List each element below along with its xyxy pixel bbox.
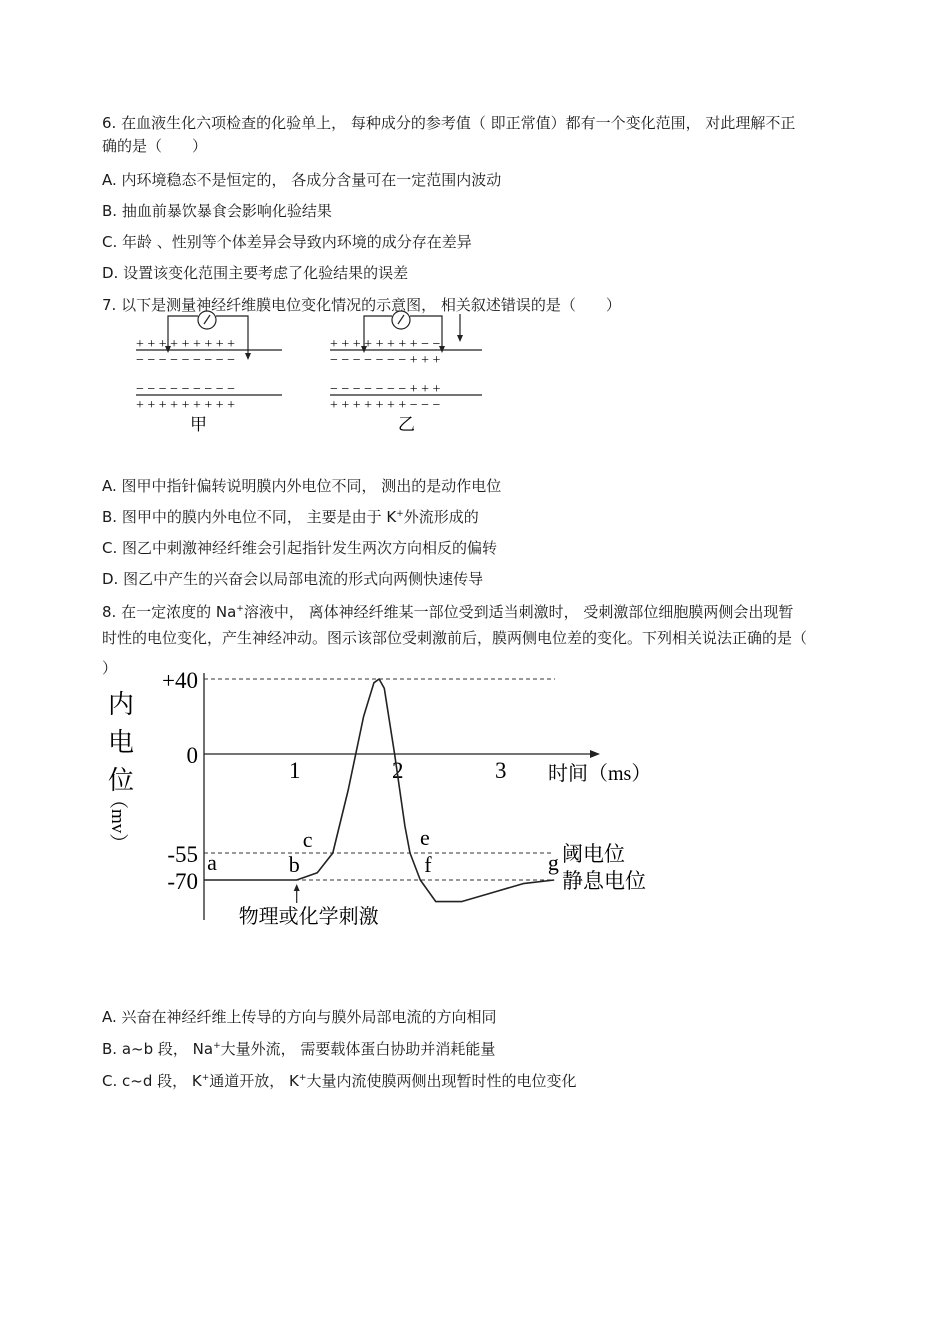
x-tick-label: 1 xyxy=(289,758,301,783)
figure-label-jia: 甲 xyxy=(190,415,207,434)
point-label: e xyxy=(420,825,430,850)
x-tick-label: 2 xyxy=(392,758,404,783)
figure-label-yi: 乙 xyxy=(398,415,415,434)
y-tick-label: -55 xyxy=(167,842,198,867)
y-tick-label: -70 xyxy=(167,869,198,894)
y-axis-label-char: 电 xyxy=(108,728,135,757)
q8-option-c: C. c~d 段， K+通道开放， K+大量内流使膜两侧出现暂时性的电位变化 xyxy=(102,1072,577,1090)
point-label: c xyxy=(302,827,313,852)
q6-option-a: A. 内环境稳态不是恒定的， 各成分含量可在一定范围内波动 xyxy=(102,171,502,189)
jia-bottom-outer: + + + + + + + + + xyxy=(136,398,236,413)
point-label: g xyxy=(547,850,559,875)
q7-option-a: A. 图甲中指针偏转说明膜内外电位不同， 测出的是动作电位 xyxy=(102,477,502,495)
q6-stem-line2: 确的是（ ） xyxy=(102,137,208,155)
yi-bottom-inner: − − − − − − − + + + xyxy=(330,382,441,397)
y-axis-label-char: 内 xyxy=(108,690,135,719)
x-tick-label: 3 xyxy=(495,758,507,783)
jia-bottom-inner: − − − − − − − − − xyxy=(136,382,236,397)
stimulus-arrowhead-icon xyxy=(294,884,300,891)
q6-option-b: B. 抽血前暴饮暴食会影响化验结果 xyxy=(102,202,332,220)
q8-option-a: A. 兴奋在神经纤维上传导的方向与膜外局部电流的方向相同 xyxy=(102,1008,497,1026)
stimulus-label: 物理或化学刺激 xyxy=(238,906,379,928)
reference-line-label: 静息电位 xyxy=(562,869,646,893)
y-axis-label-char: 位 xyxy=(108,766,135,795)
point-label: b xyxy=(288,852,300,877)
q7-option-d: D. 图乙中产生的兴奋会以局部电流的形式向两侧快速传导 xyxy=(102,570,484,588)
point-label: f xyxy=(424,852,432,877)
yi-top-inner: − − − − − − − + + + xyxy=(330,353,441,368)
y-tick-label: +40 xyxy=(162,668,198,693)
jia-top-inner: − − − − − − − − − xyxy=(136,353,236,368)
q6-stem-line1: 6. 在血液生化六项检查的化验单上， 每种成分的参考值（ 即正常值）都有一个变化范围， 对此理解不正 xyxy=(102,114,796,132)
y-tick-label: 0 xyxy=(186,743,198,768)
q6-option-d: D. 设置该变化范围主要考虑了化验结果的误差 xyxy=(102,264,409,282)
q8-stem-line2: 时性的电位变化，产生神经冲动。图示该部位受刺激前后，膜两侧电位差的变化。下列相关说法正确的是（ xyxy=(102,629,808,647)
q8-option-b: B. a~b 段， Na+大量外流， 需要载体蛋白协助并消耗能量 xyxy=(102,1040,496,1058)
q8-stem-line3: ） xyxy=(102,659,118,677)
q7-membrane-figure xyxy=(130,310,490,440)
q8-stem-line1: 8. 在一定浓度的 Na+溶液中， 离体神经纤维某一部位受到适当刺激时， 受刺激部位细胞膜两侧会出现暂 xyxy=(102,603,794,621)
jia-top-outer: + + + + + + + + + xyxy=(136,337,236,352)
q7-option-b: B. 图甲中的膜内外电位不同， 主要是由于 K+外流形成的 xyxy=(102,508,479,526)
y-axis-label-unit: （mv） xyxy=(107,790,128,853)
q7-option-c: C. 图乙中刺激神经纤维会引起指针发生两次方向相反的偏转 xyxy=(102,539,498,557)
yi-top-outer: + + + + + + + + − − xyxy=(330,337,441,352)
x-axis-label: 时间（ms） xyxy=(548,763,652,785)
point-label: a xyxy=(207,850,217,875)
figure-yi xyxy=(330,311,482,434)
figure-jia xyxy=(136,311,282,434)
yi-bottom-outer: + + + + + + + − − − xyxy=(330,398,441,413)
q7-stem: 7. 以下是测量神经纤维膜电位变化情况的示意图， 相关叙述错误的是（ ） xyxy=(102,296,621,314)
reference-line-label: 阈电位 xyxy=(562,842,625,866)
x-axis-arrow-icon xyxy=(590,750,600,758)
action-potential-chart xyxy=(100,665,680,945)
membrane-potential-curve xyxy=(204,679,554,902)
q6-option-c: C. 年龄 、性别等个体差异会导致内环境的成分存在差异 xyxy=(102,233,472,251)
